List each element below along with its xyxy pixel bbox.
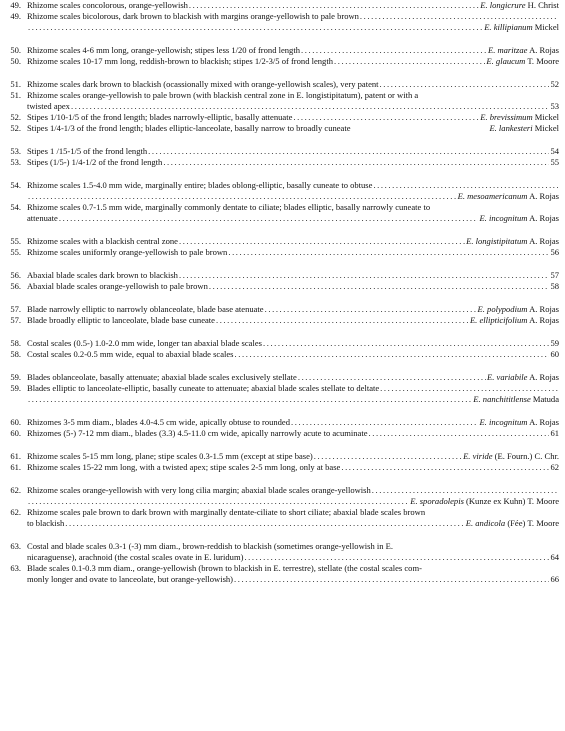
lead-number: 51.	[10, 79, 21, 89]
lead-number: 62.	[10, 507, 21, 517]
key-couplet	[0, 79, 559, 134]
lead-body	[27, 157, 559, 168]
lead-number: 49.	[10, 11, 21, 21]
leader-dots	[291, 417, 478, 428]
lead-line	[27, 281, 559, 292]
taxon-author: (Fée) T. Moore	[507, 518, 559, 528]
lead-text: Stipes 1/4-1/3 of the frond length; blades elliptic-lanceolate, basally narrow to broadly cuneate	[27, 123, 351, 133]
lead-line	[27, 22, 559, 33]
lead-text: Rhizome scales orange-yellowish with very long cilia margin; abaxial blade scales orange-yellowish	[27, 485, 371, 495]
key-lead	[0, 79, 559, 90]
lead-text: Stipes 1 /15-1/5 of the frond length	[27, 146, 148, 156]
lead-body	[27, 56, 559, 67]
taxon-name: E. sporadolepis	[410, 496, 464, 506]
key-couplet	[0, 417, 559, 439]
leader-dots	[209, 281, 550, 292]
leader-dots	[163, 157, 549, 168]
lead-result	[410, 496, 559, 507]
lead-body	[27, 417, 559, 428]
leader-dots	[235, 349, 550, 360]
taxon-name: E. glaucum	[486, 56, 526, 66]
leader-dots	[369, 428, 550, 439]
lead-number: 50.	[10, 45, 21, 55]
lead-number: 55.	[10, 236, 21, 246]
lead-number: 61.	[10, 462, 21, 472]
lead-text: Rhizome scales pale brown to dark brown with marginally dentate-ciliate to short ciliate; abaxial blade scales brown	[27, 507, 426, 517]
key-lead	[0, 270, 559, 281]
lead-result	[470, 315, 559, 326]
key-lead	[0, 372, 559, 383]
key-couplet	[0, 270, 559, 292]
goto-couplet: 53	[550, 101, 559, 111]
key-couplet	[0, 451, 559, 473]
lead-text: Rhizome scales 10-17 mm long, reddish-brown to blackish; stipes 1/2-3/5 of frond length	[27, 56, 333, 66]
taxon-name: E. longistipitatum	[466, 236, 528, 246]
leader-dots	[372, 485, 558, 496]
lead-result	[488, 45, 559, 56]
key-lead	[0, 451, 559, 462]
lead-body	[27, 383, 559, 405]
lead-number: 58.	[10, 338, 21, 348]
goto-couplet: 57	[550, 270, 559, 280]
lead-text: Blades oblanceolate, basally attenuate; abaxial blade scales exclusively stellate	[27, 372, 297, 382]
key-couplet	[0, 45, 559, 67]
key-lead	[0, 112, 559, 123]
lead-number: 50.	[10, 56, 21, 66]
lead-body	[27, 0, 559, 11]
taxon-author: A. Rojas	[529, 372, 559, 382]
key-couplet	[0, 146, 559, 168]
lead-number: 57.	[10, 315, 21, 325]
lead-body	[27, 372, 559, 383]
lead-text: to blackish	[27, 518, 65, 528]
lead-body	[27, 112, 559, 123]
goto-couplet: 56	[550, 247, 559, 257]
lead-text: Blade broadly elliptic to lanceolate, blade base cuneate	[27, 315, 215, 325]
lead-number: 59.	[10, 372, 21, 382]
taxon-author: T. Moore	[527, 56, 559, 66]
lead-line	[27, 541, 559, 552]
lead-body	[27, 202, 559, 224]
leader-dots	[28, 22, 483, 33]
lead-text: Blade scales 0.1-0.3 mm diam., orange-yellowish (brown to blackish in E. terrestre), stellate (the costal scales com-	[27, 563, 422, 573]
lead-number: 61.	[10, 451, 21, 461]
taxon-name: E. viride	[463, 451, 493, 461]
lead-text: Rhizome scales 0.7-1.5 mm wide, marginally commonly dentate to ciliate; blades elliptic, basally narrowly cuneate to	[27, 202, 431, 212]
taxon-author: (Kunze ex Kuhn) T. Moore	[466, 496, 559, 506]
taxon-author: Mickel	[534, 112, 559, 122]
lead-number: 60.	[10, 428, 21, 438]
lead-body	[27, 541, 559, 563]
lead-line	[27, 213, 559, 224]
lead-text: Rhizome scales dark brown to blackish (ocassionally mixed with orange-yellowish scales), very patent	[27, 79, 379, 89]
lead-number: 54.	[10, 180, 21, 190]
taxon-author: Mickel	[534, 22, 559, 32]
taxon-name: E. mesoamericanum	[457, 191, 528, 201]
key-lead	[0, 157, 559, 168]
lead-number: 56.	[10, 281, 21, 291]
lead-result	[463, 451, 559, 462]
lead-body	[27, 462, 559, 473]
leader-dots	[216, 315, 469, 326]
lead-body	[27, 451, 559, 462]
lead-result	[487, 372, 559, 383]
taxon-name: E. incognitum	[479, 213, 528, 223]
lead-number: 54.	[10, 202, 21, 212]
lead-result	[478, 304, 559, 315]
goto-couplet: 66	[550, 574, 559, 584]
lead-number: 59.	[10, 383, 21, 393]
lead-body	[27, 338, 559, 349]
lead-line	[27, 349, 559, 360]
lead-result	[458, 191, 559, 202]
lead-line	[27, 485, 559, 496]
key-lead	[0, 202, 559, 224]
leader-dots	[28, 394, 472, 405]
goto-couplet: 64	[550, 552, 559, 562]
leader-dots	[179, 270, 550, 281]
taxon-name: E. brevissimum	[480, 112, 533, 122]
lead-line	[27, 428, 559, 439]
key-lead	[0, 462, 559, 473]
lead-result	[486, 56, 559, 67]
lead-line	[27, 180, 559, 191]
key-lead	[0, 11, 559, 33]
leader-dots	[71, 101, 549, 112]
key-couplet	[0, 372, 559, 405]
leader-dots	[293, 112, 479, 123]
taxon-author: A. Rojas	[529, 213, 559, 223]
taxon-name: E. killipianum	[484, 22, 533, 32]
leader-dots	[65, 518, 465, 529]
leader-dots	[265, 304, 477, 315]
lead-text: Costal and blade scales 0.3-1 (-3) mm diam., brown-reddish to blackish (sometimes orange-yellowish in E.	[27, 541, 394, 551]
lead-text: attenuate	[27, 213, 58, 223]
lead-result	[466, 236, 559, 247]
goto-couplet: 54	[550, 146, 559, 156]
goto-couplet: 58	[550, 281, 559, 291]
lead-number: 51.	[10, 90, 21, 100]
lead-line	[27, 270, 559, 281]
key-couplet	[0, 236, 559, 258]
key-lead	[0, 247, 559, 258]
leader-dots	[298, 372, 486, 383]
key-lead	[0, 281, 559, 292]
lead-text: Rhizome scales 15-22 mm long, with a twisted apex; stipe scales 2-5 mm long, only at base	[27, 462, 341, 472]
leader-dots	[263, 338, 549, 349]
taxon-author: H. Christ	[527, 0, 559, 10]
taxon-name: E. ellipticifolium	[469, 315, 528, 325]
lead-result	[466, 518, 559, 529]
lead-text: Rhizome scales with a blackish central zone	[27, 236, 178, 246]
leader-dots	[380, 383, 558, 394]
lead-text: Stipes (1/5-) 1/4-1/2 of the frond length	[27, 157, 163, 167]
lead-body	[27, 146, 559, 157]
leader-dots	[28, 191, 457, 202]
goto-couplet: 62	[550, 462, 559, 472]
lead-line	[27, 236, 559, 247]
lead-line	[27, 123, 559, 134]
taxon-author: A. Rojas	[529, 191, 559, 201]
lead-body	[27, 507, 559, 529]
leader-dots	[234, 574, 549, 585]
lead-line	[27, 496, 559, 507]
key-lead	[0, 428, 559, 439]
lead-text: Abaxial blade scales orange-yellowish to pale brown	[27, 281, 208, 291]
lead-line	[27, 202, 559, 213]
lead-body	[27, 11, 559, 33]
leader-dots	[341, 462, 549, 473]
leader-dots	[301, 45, 487, 56]
key-lead	[0, 236, 559, 247]
lead-text: Rhizome scales 4-6 mm long, orange-yellowish; stipes less 1/20 of frond length	[27, 45, 300, 55]
leader-dots	[314, 451, 462, 462]
lead-line	[27, 45, 559, 56]
key-lead	[0, 417, 559, 428]
lead-number: 63.	[10, 563, 21, 573]
key-lead	[0, 541, 559, 563]
goto-couplet: 55	[550, 157, 559, 167]
lead-result	[479, 213, 559, 224]
lead-line	[27, 56, 559, 67]
lead-line	[27, 79, 559, 90]
taxon-name: E. incognitum	[479, 417, 528, 427]
lead-text: Abaxial blade scales dark brown to blackish	[27, 270, 178, 280]
lead-line	[27, 451, 559, 462]
lead-number: 53.	[10, 157, 21, 167]
taxon-author: A. Rojas	[529, 236, 559, 246]
lead-line	[27, 462, 559, 473]
key-lead	[0, 180, 559, 202]
taxon-name: E. lankesteri	[489, 123, 533, 133]
taxon-author: A. Rojas	[529, 315, 559, 325]
lead-line	[27, 394, 559, 405]
lead-text: Blades elliptic to lanceolate-elliptic, basally cuneate to attenuate; abaxial blade scales stellate to deltate	[27, 383, 380, 393]
lead-number: 58.	[10, 349, 21, 359]
lead-text: monly longer and ovate to lanceolate, but orange-yellowish)	[27, 574, 234, 584]
taxon-name: E. variabile	[487, 372, 528, 382]
lead-number: 49.	[10, 0, 21, 10]
goto-couplet: 61	[550, 428, 559, 438]
goto-couplet: 60	[550, 349, 559, 359]
leader-dots	[334, 56, 485, 67]
lead-result	[473, 394, 559, 405]
lead-text: Rhizomes (5-) 7-12 mm diam., blades (3.3) 4.5-11.0 cm wide, apically narrowly acute to acuminate	[27, 428, 368, 438]
key-lead	[0, 146, 559, 157]
lead-number: 57.	[10, 304, 21, 314]
key-lead	[0, 45, 559, 56]
lead-result	[489, 123, 559, 134]
lead-text: nicaraguense), arachnoid (the costal scales ovate in E. luridum)	[27, 552, 244, 562]
key-lead	[0, 338, 559, 349]
lead-line	[27, 372, 559, 383]
lead-line	[27, 338, 559, 349]
lead-result	[479, 417, 559, 428]
lead-line	[27, 112, 559, 123]
lead-text: Stipes 1/10-1/5 of the frond length; blades narrowly-elliptic, basally attenuate	[27, 112, 293, 122]
lead-text: Rhizome scales bicolorous, dark brown to blackish with margins orange-yellowish to pale brown	[27, 11, 359, 21]
key-couplet	[0, 338, 559, 360]
taxon-author: (E. Fourn.) C. Chr.	[494, 451, 559, 461]
lead-line	[27, 11, 559, 22]
key-lead	[0, 56, 559, 67]
key-lead	[0, 349, 559, 360]
lead-number: 52.	[10, 112, 21, 122]
lead-text: Rhizome scales 5-15 mm long, plane; stipe scales 0.3-1.5 mm (except at stipe base)	[27, 451, 313, 461]
lead-text: Costal scales 0.2-0.5 mm wide, equal to abaxial blade scales	[27, 349, 234, 359]
lead-body	[27, 349, 559, 360]
lead-number: 62.	[10, 485, 21, 495]
lead-text: Rhizome scales uniformly orange-yellowish to pale brown	[27, 247, 228, 257]
key-lead	[0, 315, 559, 326]
lead-line	[27, 247, 559, 258]
lead-body	[27, 315, 559, 326]
key-lead	[0, 0, 559, 11]
leader-dots	[148, 146, 549, 157]
taxon-author: A. Rojas	[529, 45, 559, 55]
leader-dots	[59, 213, 479, 224]
key-lead	[0, 383, 559, 405]
taxon-name: E. polypodium	[477, 304, 528, 314]
lead-body	[27, 247, 559, 258]
lead-body	[27, 79, 559, 90]
taxon-name: E. nanchititlense	[473, 394, 531, 404]
lead-text: Costal scales (0.5-) 1.0-2.0 mm wide, longer tan abaxial blade scales	[27, 338, 262, 348]
goto-couplet: 52	[550, 79, 559, 89]
lead-number: 55.	[10, 247, 21, 257]
lead-body	[27, 180, 559, 202]
leader-dots	[179, 236, 465, 247]
taxon-author: A. Rojas	[529, 304, 559, 314]
key-lead	[0, 123, 559, 134]
lead-text: Rhizome scales 1.5-4.0 mm wide, marginally entire; blades oblong-elliptic, basally cuneate to obtuse	[27, 180, 373, 190]
lead-line	[27, 315, 559, 326]
leader-dots	[228, 247, 549, 258]
lead-line	[27, 90, 559, 101]
leader-dots	[373, 180, 558, 191]
lead-text: Rhizomes 3-5 mm diam., blades 4.0-4.5 cm wide, apically obtuse to rounded	[27, 417, 291, 427]
lead-body	[27, 281, 559, 292]
lead-body	[27, 428, 559, 439]
leader-dots	[360, 11, 558, 22]
lead-body	[27, 270, 559, 281]
lead-body	[27, 485, 559, 507]
lead-number: 60.	[10, 417, 21, 427]
leader-dots	[380, 79, 550, 90]
key-lead	[0, 485, 559, 507]
key-couplet	[0, 541, 559, 585]
lead-body	[27, 45, 559, 56]
taxon-author: Mickel	[534, 123, 559, 133]
lead-number: 63.	[10, 541, 21, 551]
lead-body	[27, 123, 559, 134]
lead-number: 56.	[10, 270, 21, 280]
key-couplet	[0, 485, 559, 529]
key-couplet	[0, 180, 559, 224]
lead-body	[27, 236, 559, 247]
taxon-name: E. longicrure	[480, 0, 526, 10]
lead-line	[27, 383, 559, 394]
lead-line	[27, 518, 559, 529]
key-couplet	[0, 304, 559, 326]
lead-body	[27, 304, 559, 315]
key-lead	[0, 507, 559, 529]
lead-line	[27, 146, 559, 157]
lead-line	[27, 157, 559, 168]
lead-line	[27, 574, 559, 585]
lead-text: Blade narrowly elliptic to narrowly oblanceolate, blade base atenuate	[27, 304, 264, 314]
key-lead	[0, 563, 559, 585]
leader-dots	[28, 496, 409, 507]
key-lead	[0, 90, 559, 112]
lead-line	[27, 417, 559, 428]
lead-line	[27, 563, 559, 574]
taxon-name: E. maritzae	[487, 45, 528, 55]
taxon-author: Matuda	[532, 394, 559, 404]
lead-body	[27, 90, 559, 112]
lead-line	[27, 191, 559, 202]
lead-text: Rhizome scales concolorous, orange-yellowish	[27, 0, 188, 10]
lead-text: Rhizome scales orange-yellowish to pale brown (with blackish central zone in E. longistipitatum), patent or with a	[27, 90, 419, 100]
taxon-name: E. andicola	[465, 518, 506, 528]
leader-dots	[244, 552, 549, 563]
lead-result	[480, 0, 559, 11]
lead-number: 53.	[10, 146, 21, 156]
lead-result	[480, 112, 559, 123]
taxon-author: A. Rojas	[529, 417, 559, 427]
key-lead	[0, 304, 559, 315]
lead-text: twisted apex	[27, 101, 70, 111]
lead-result	[484, 22, 559, 33]
lead-line	[27, 552, 559, 563]
lead-line	[27, 304, 559, 315]
lead-line	[27, 0, 559, 11]
lead-number: 52.	[10, 123, 21, 133]
leader-dots	[189, 0, 479, 11]
lead-line	[27, 101, 559, 112]
lead-line	[27, 507, 559, 518]
goto-couplet: 59	[550, 338, 559, 348]
lead-body	[27, 563, 559, 585]
key-couplet	[0, 0, 559, 33]
